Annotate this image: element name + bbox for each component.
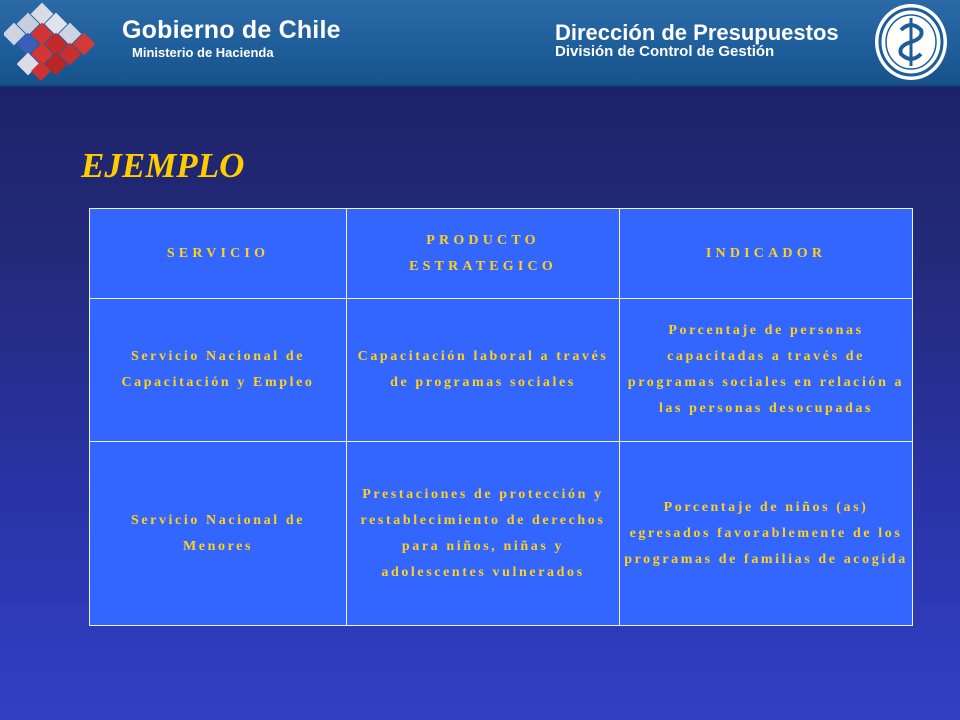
page-title: EJEMPLO [81,146,245,185]
dipres-seal-icon [868,2,954,82]
cell-producto: Capacitación laboral a través de programas sociales [347,299,620,442]
header-servicio: SERVICIO [90,209,347,299]
cell-indicador: Porcentaje de personas capacitadas a través de programas sociales en relación a las personas desocupadas [620,299,913,442]
cell-servicio: Servicio Nacional de Menores [90,442,347,626]
gobierno-chile-logo-icon [4,2,114,84]
header-producto: PRODUCTO ESTRATEGICO [347,209,620,299]
header-indicador: INDICADOR [620,209,913,299]
header-band [0,0,960,87]
example-table [89,208,913,626]
table-row [90,442,913,626]
gov-title: Gobierno de Chile [122,16,341,44]
dir-subtitle: División de Control de Gestión [555,43,775,60]
cell-indicador: Porcentaje de niños (as) egresados favorablemente de los programas de familias de acogida [620,442,913,626]
dir-title: Dirección de Presupuestos [555,20,839,45]
cell-servicio: Servicio Nacional de Capacitación y Empleo [90,299,347,442]
table-header-row [90,209,913,299]
cell-producto: Prestaciones de protección y restablecimiento de derechos para niños, niñas y adolescentes vulnerados [347,442,620,626]
table-row [90,299,913,442]
gov-subtitle: Ministerio de Hacienda [132,45,274,60]
